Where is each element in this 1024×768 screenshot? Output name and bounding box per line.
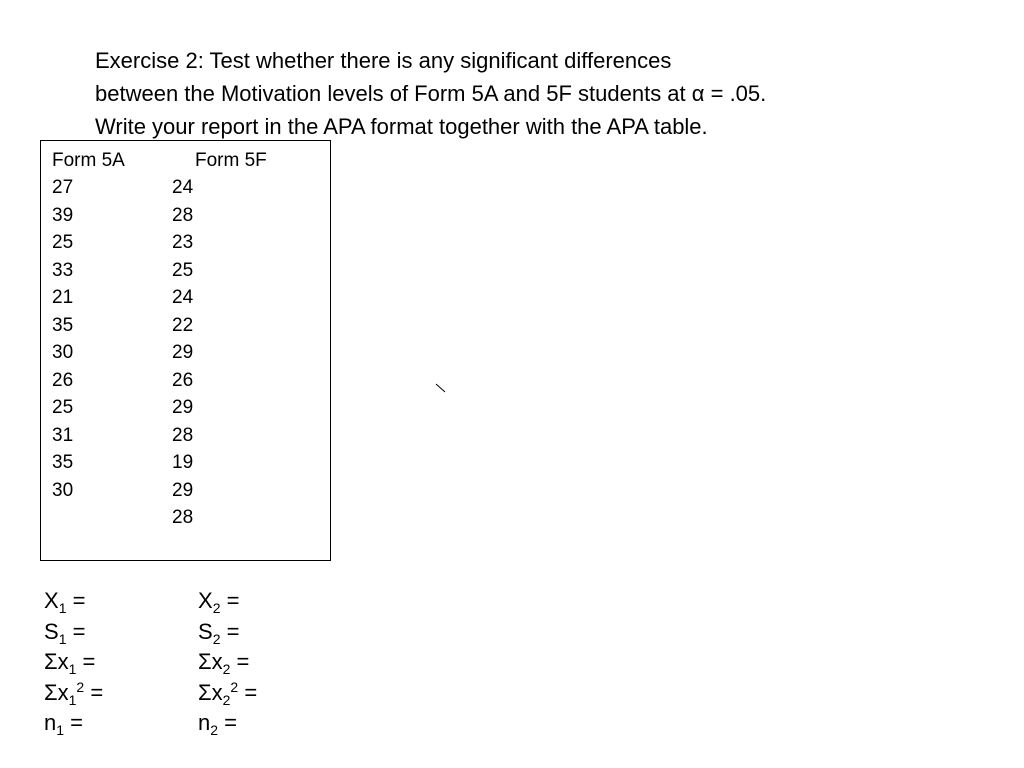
form-5a-value: 25 <box>52 232 74 253</box>
form-5a-value: 27 <box>52 177 74 198</box>
form-5f-value: 24 <box>172 287 194 308</box>
form-5a-value: 26 <box>52 369 74 391</box>
header-form-5f: Form 5F <box>195 150 267 171</box>
form-5f-value: 25 <box>172 259 194 281</box>
sum-row <box>44 647 364 678</box>
form-5a-value: 35 <box>52 314 74 336</box>
exercise-line-3: Write your report in the APA format together with the APA table. <box>95 114 708 139</box>
form-5f-value: 24 <box>172 177 194 198</box>
form-5a-value: 21 <box>52 287 74 308</box>
form-5f-value: 23 <box>172 232 194 253</box>
form-5f-value: 22 <box>172 314 194 336</box>
form-5f-value: 29 <box>172 342 194 363</box>
form-5f-value: 28 <box>172 204 194 226</box>
sd-group-2: $S_2$ = <box>198 618 240 647</box>
form-5a-value: 25 <box>52 397 74 418</box>
exercise-line-1: Exercise 2: Test whether there is any significant differences <box>95 48 672 73</box>
form-5f-value: 28 <box>172 507 194 528</box>
form-5a-value: 35 <box>52 452 74 473</box>
form-5f-value: 28 <box>172 424 194 446</box>
form-5f-value: 26 <box>172 369 194 391</box>
n-group-1: $n_1$ = <box>44 710 84 738</box>
mean-group-2: $X_2$ = <box>198 588 240 616</box>
sd-row <box>44 617 364 648</box>
n-row <box>44 708 364 739</box>
sum-squares-group-1: $\Sigma x_1^2$ = <box>44 678 104 708</box>
sd-group-1: $S_1$ = <box>44 618 86 647</box>
data-table <box>40 140 331 561</box>
exercise-line-2: between the Motivation levels of Form 5A and 5F students at α = .05. <box>95 81 767 106</box>
mean-row <box>44 586 364 617</box>
sum-squares-row <box>44 678 364 709</box>
statistics-block <box>44 586 364 739</box>
form-5a-value: 39 <box>52 204 74 226</box>
exercise-prompt <box>95 44 995 143</box>
stray-mark-icon <box>435 383 447 394</box>
form-5a-value: 30 <box>52 479 74 501</box>
sum-squares-group-2: $\Sigma x_2^2$ = <box>198 678 258 708</box>
sum-group-1: $\Sigma x_1$ = <box>44 649 96 677</box>
form-5a-value: 30 <box>52 342 74 363</box>
form-5f-value: 29 <box>172 397 194 418</box>
header-form-5a: Form 5A <box>52 150 125 171</box>
form-5f-value: 29 <box>172 479 194 501</box>
sum-group-2: $\Sigma x_2$ = <box>198 649 250 677</box>
form-5a-value: 33 <box>52 259 74 281</box>
form-5a-value: 31 <box>52 424 74 446</box>
mean-group-1: $X_1$ = <box>44 588 86 616</box>
n-group-2: $n_2$ = <box>198 710 238 738</box>
form-5f-value: 19 <box>172 452 194 473</box>
